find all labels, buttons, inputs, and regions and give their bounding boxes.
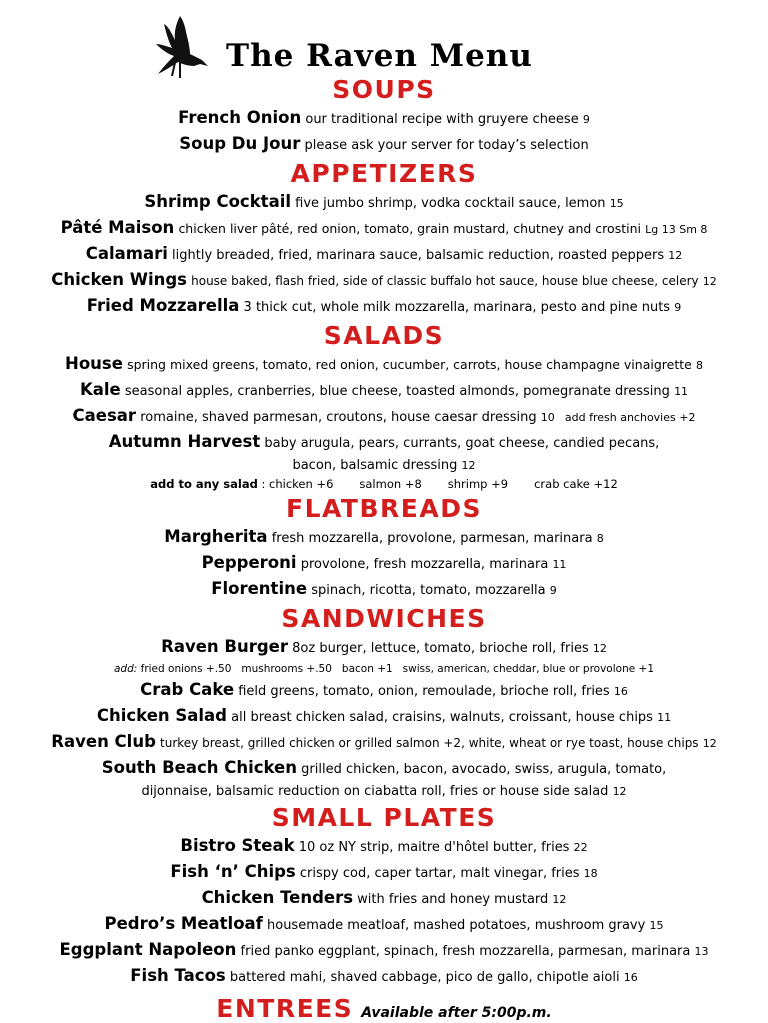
section-title-flatbreads: FLATBREADS [286,494,482,523]
entrees-heading [0,994,768,1023]
item-desc: provolone, fresh mozzarella, marinara [300,557,549,572]
item-price: 18 [583,867,598,880]
item-desc: grilled chicken, bacon, avocado, swiss, arugula, tomato, [301,762,667,777]
item-price: 12 [702,275,717,288]
addon-price: +9 [491,477,509,491]
item-name: Chicken Tenders [201,888,354,907]
item-name: Fish ‘n’ Chips [170,862,296,881]
item-name: South Beach Chicken [101,758,297,777]
salad-addons: add to any salad : chicken +6 salmon +8 shrimp +9 crab cake +12 [150,477,618,491]
item-desc: please ask your server for today’s selection [304,138,589,153]
menu-item-continued [0,456,768,476]
menu-item [0,242,768,268]
item-price: 11 [657,711,672,724]
addon-name: salmon [359,477,402,491]
item-price: 12 [592,642,607,655]
addon-name: shrimp [447,477,488,491]
entrees-note: Available after 5:00p.m. [361,1005,552,1021]
item-price: 16 [623,971,638,984]
item-price: 22 [573,841,588,854]
item-price: 8 [695,359,703,372]
item-name: Raven Club [51,732,156,751]
menu-item [0,912,768,938]
item-desc: fried panko eggplant, spinach, fresh mozzarella, parmesan, marinara [240,944,691,959]
item-name: Eggplant Napoleon [59,940,237,959]
item-desc: chicken liver pâté, red onion, tomato, grain mustard, chutney and crostini [178,221,641,236]
section-title-salads: SALADS [323,321,445,350]
menu-item [0,551,768,577]
item-name: Autumn Harvest [108,432,261,451]
item-desc: spinach, ricotta, tomato, mozzarella [311,583,546,598]
section-title-sandwiches: SANDWICHES [281,604,487,633]
menu-item [0,190,768,216]
menu-item [0,964,768,990]
menu-content [0,74,768,1023]
item-desc: 8oz burger, lettuce, tomato, brioche roll, fries [292,641,589,656]
item-desc: turkey breast, grilled chicken or grilled salmon +2, white, wheat or rye toast, house chips [160,736,699,750]
item-name: Pâté Maison [60,218,175,237]
item-name: Shrimp Cocktail [144,192,292,211]
menu-item [0,525,768,551]
item-price: 16 [613,685,628,698]
addon-name: crab cake [534,477,590,491]
item-name: Calamari [85,244,168,263]
item-price: 11 [552,558,567,571]
item-desc: 3 thick cut, whole milk mozzarella, marinara, pesto and pine nuts [243,300,671,315]
addon-price: +8 [404,477,422,491]
menu-item [0,294,768,320]
item-desc: bacon, balsamic dressing [292,458,458,473]
item-name: Kale [79,380,121,399]
menu-item [0,635,768,661]
item-name: French Onion [178,108,302,127]
menu-title: The Raven Menu [226,38,533,74]
item-price: 12 [461,459,476,472]
item-desc: 10 oz NY strip, maitre d'hôtel butter, fries [298,840,570,855]
addon-price: +12 [593,477,618,491]
menu-item [0,378,768,404]
item-desc: all breast chicken salad, craisins, walnuts, croissant, house chips [231,710,653,725]
menu-item [0,352,768,378]
item-desc: house baked, flash fried, side of classic buffalo hot sauce, house blue cheese, celery [191,274,699,288]
item-desc: housemade meatloaf, mashed potatoes, mushroom gravy [267,918,646,933]
item-price: 12 [612,785,627,798]
item-desc: spring mixed greens, tomato, red onion, cucumber, carrots, house champagne vinaigrette [127,357,692,372]
item-desc: romaine, shaved parmesan, croutons, house caesar dressing [140,410,537,425]
burger-addons [0,661,768,678]
menu-item [0,678,768,704]
item-desc: fresh mozzarella, provolone, parmesan, marinara [271,531,593,546]
item-extra: add fresh anchovies +2 [564,411,696,424]
addon-name: chicken [269,477,313,491]
item-price: 12 [702,737,717,750]
item-name: Soup Du Jour [179,134,301,153]
item-desc: seasonal apples, cranberries, blue cheese, toasted almonds, pomegranate dressing [124,384,670,399]
menu-item [0,577,768,603]
addon-price: +6 [316,477,334,491]
addon-text: fried onions +.50 mushrooms +.50 bacon +1 swiss, american, cheddar, blue or provolone +1 [140,663,655,675]
menu-item [0,938,768,964]
menu-item [0,860,768,886]
item-desc: five jumbo shrimp, vodka cocktail sauce, lemon [295,196,606,211]
item-name: Margherita [164,527,268,546]
item-price: 12 [552,893,567,906]
item-desc: our traditional recipe with gruyere cheese [305,112,579,127]
raven-logo-icon [150,14,212,80]
item-desc: field greens, tomato, onion, remoulade, brioche roll, fries [238,684,610,699]
item-desc: battered mahi, shaved cabbage, pico de gallo, chipotle aioli [229,970,620,985]
item-price: 9 [582,113,590,126]
item-name: Fish Tacos [130,966,226,985]
item-name: Pepperoni [201,553,297,572]
item-desc: crispy cod, caper tartar, malt vinegar, fries [299,866,580,881]
item-desc: lightly breaded, fried, marinara sauce, balsamic reduction, roasted peppers [172,248,665,263]
addon-label: add: [113,663,138,675]
menu-item [0,730,768,756]
menu-item [0,404,768,430]
item-name: House [65,354,123,373]
item-price: 11 [674,385,689,398]
item-name: Florentine [211,579,308,598]
item-price: 9 [549,584,557,597]
item-price: 15 [609,197,624,210]
menu-item [0,216,768,242]
item-name: Raven Burger [161,637,288,656]
section-title-entrees: ENTREES [216,994,354,1023]
item-price: 13 [694,945,709,958]
section-title-small-plates: SMALL PLATES [271,803,497,832]
item-name: Pedro’s Meatloaf [104,914,263,933]
menu-item [0,756,768,782]
item-name: Chicken Wings [51,270,187,289]
item-price: 9 [674,301,682,314]
section-title-appetizers: APPETIZERS [290,159,478,188]
item-price: Lg 13 Sm 8 [645,223,708,236]
menu-item [0,268,768,294]
item-name: Bistro Steak [180,836,295,855]
menu-item [0,886,768,912]
item-price: 15 [649,919,664,932]
item-desc: dijonnaise, balsamic reduction on ciabatta roll, fries or house side salad [141,784,609,799]
item-price: 8 [596,532,604,545]
section-title-soups: SOUPS [332,75,436,104]
menu-item [0,106,768,132]
menu-item [0,834,768,860]
menu-item-continued [0,782,768,802]
item-name: Chicken Salad [96,706,227,725]
menu-item [0,704,768,730]
menu-item [0,430,768,456]
item-price: 12 [668,249,683,262]
addon-label: add to any salad [150,477,258,491]
item-name: Caesar [72,406,137,425]
item-name: Crab Cake [140,680,235,699]
item-price: 10 [540,411,555,424]
item-name: Fried Mozzarella [86,296,240,315]
menu-item [0,132,768,158]
item-desc: baby arugula, pears, currants, goat cheese, candied pecans, [264,436,660,451]
item-desc: with fries and honey mustard [357,892,549,907]
